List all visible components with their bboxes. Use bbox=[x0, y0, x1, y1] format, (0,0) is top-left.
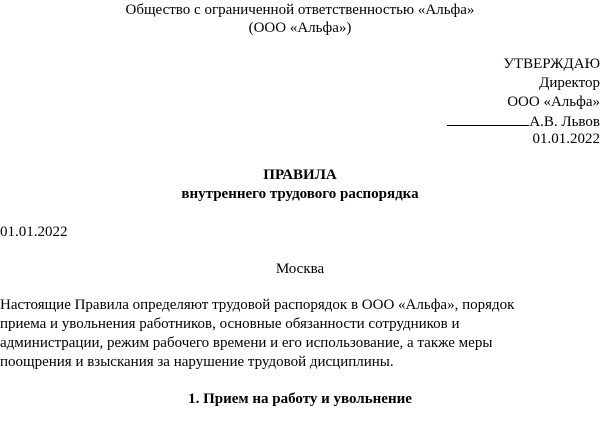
doc-date: 01.01.2022 bbox=[0, 224, 68, 240]
org-short-name: (ООО «Альфа») bbox=[248, 20, 352, 36]
approval-date: 01.01.2022 bbox=[532, 131, 600, 147]
doc-title: ПРАВИЛА bbox=[263, 167, 337, 183]
org-full-name: Общество с ограниченной ответственностью «Альфа» bbox=[125, 2, 475, 18]
intro-paragraph bbox=[0, 296, 575, 372]
approval-position: Директор bbox=[539, 75, 600, 91]
intro-line: приема и увольнения работников, основные обязанности сотрудников и bbox=[0, 316, 460, 332]
approval-org: ООО «Альфа» bbox=[507, 94, 600, 110]
intro-line: администрации, режим рабочего времени и его использование, а также меры bbox=[0, 335, 493, 351]
approval-signature-line bbox=[447, 111, 600, 131]
intro-line: Настоящие Правила определяют трудовой распорядок в ООО «Альфа», порядок bbox=[0, 297, 515, 313]
approval-approved: УТВЕРЖДАЮ bbox=[503, 56, 600, 72]
doc-subtitle: внутреннего трудового распорядка bbox=[181, 186, 419, 202]
signature-underline bbox=[447, 111, 529, 126]
approval-signer: А.В. Львов bbox=[529, 114, 600, 130]
doc-city: Москва bbox=[275, 261, 325, 277]
intro-line: поощрения и взыскания за нарушение трудовой дисциплины. bbox=[0, 354, 394, 370]
section-1-heading: 1. Прием на работу и увольнение bbox=[188, 391, 412, 407]
